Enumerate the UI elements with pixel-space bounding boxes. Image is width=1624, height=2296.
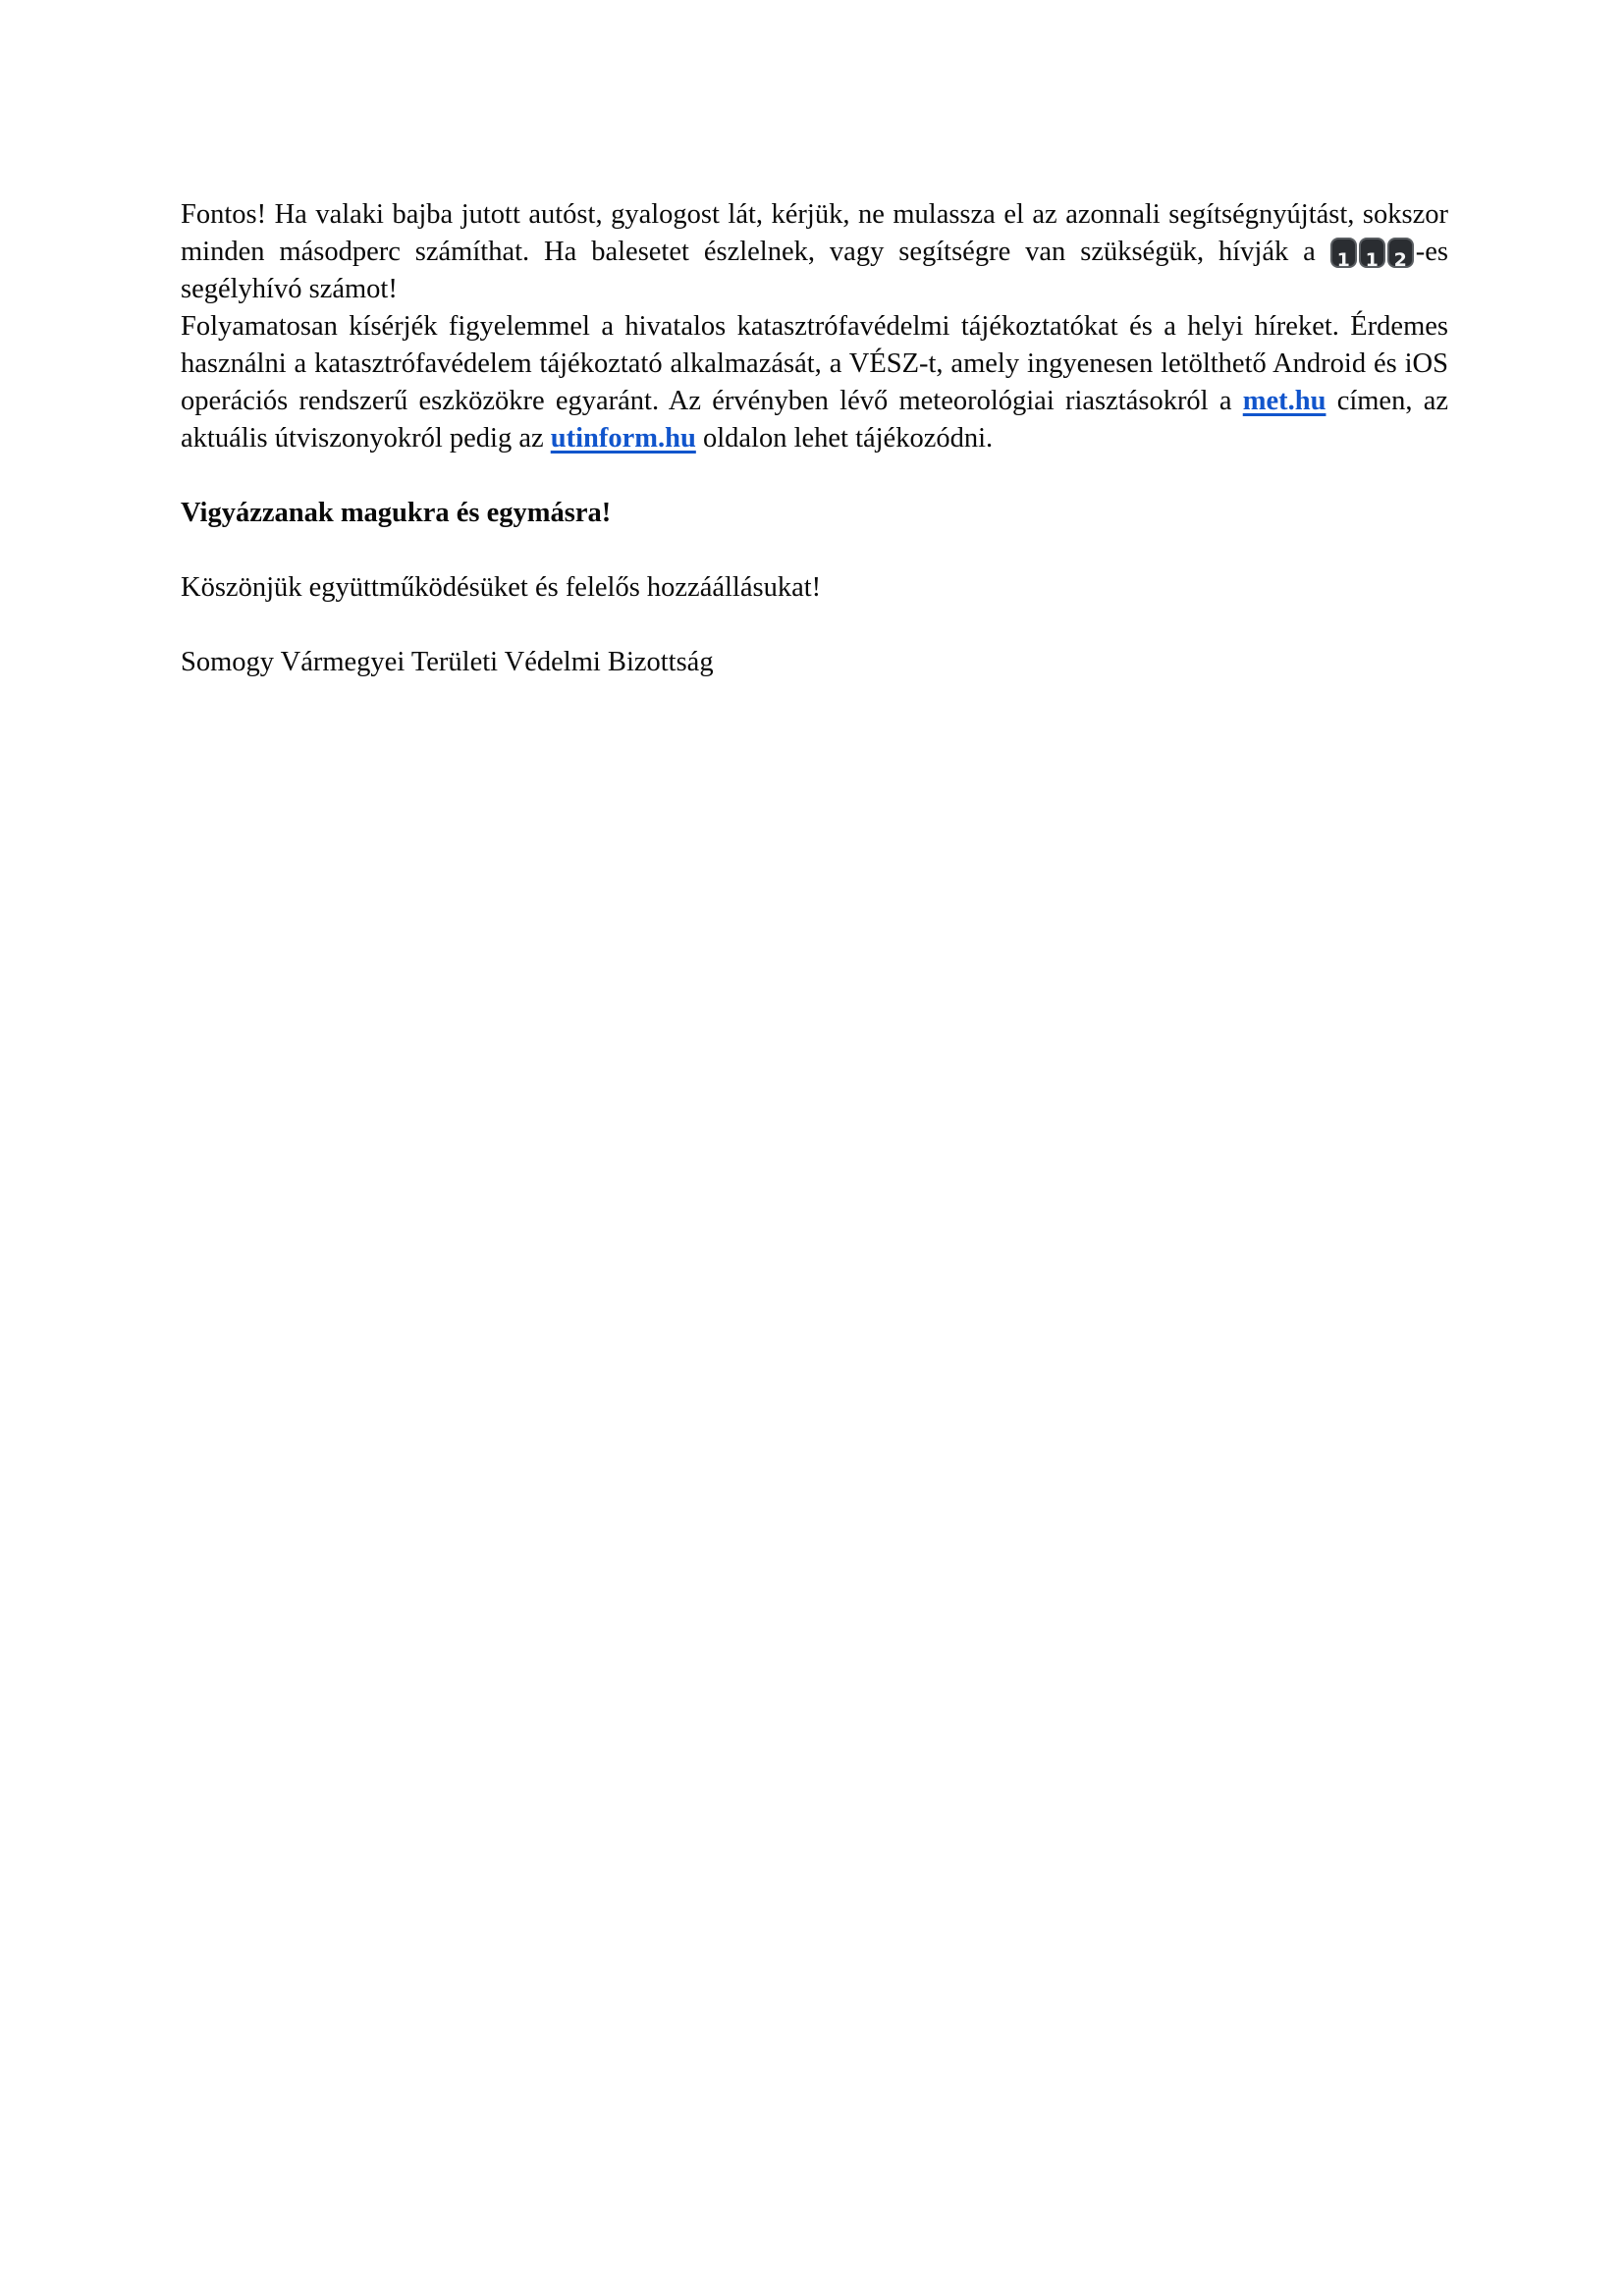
paragraph-emergency-text-after: -es segélyhívó számot!: [181, 237, 1448, 304]
blank-line-1: [181, 457, 1448, 495]
paragraph-info-text-1: Folyamatosan kísérjék figyelemmel a hivatalos katasztrófavédelmi tájékoztatókat és a helyi híreket. Érdemes használni a katasztrófavédelem tájékoztató alkalmazását, a VÉSZ-t, amely ingyenesen letölthető Android és iOS operációs rendszerű eszközökre egyaránt. Az érvényben lévő meteorológiai riasztásokról a: [181, 311, 1448, 416]
link-met-hu[interactable]: met.hu: [1242, 386, 1326, 416]
keycap-digit-2-icon: [1387, 238, 1414, 271]
keycap-digit-2-label: 2: [1393, 249, 1407, 271]
keycap-digit-1-label: 1: [1336, 249, 1350, 271]
link-utinform-hu[interactable]: utinform.hu: [550, 423, 696, 454]
document-content: [181, 196, 1448, 681]
keycap-digit-1b-icon: [1359, 238, 1385, 271]
thanks-line: Köszönjük együttműködésüket és felelős hozzáállásukat!: [181, 572, 822, 603]
blank-line-3: [181, 607, 1448, 644]
blank-line-2: [181, 532, 1448, 569]
paragraph-info-text-2: címen, az aktuális útviszonyokról pedig az: [181, 386, 1448, 454]
warning-bold-line: Vigyázzanak magukra és egymásra!: [181, 498, 612, 528]
signature-line: Somogy Vármegyei Területi Védelmi Bizottság: [181, 647, 714, 677]
paragraph-emergency-text-before: Fontos! Ha valaki bajba jutott autóst, gyalogost lát, kérjük, ne mulassza el az azonnali segítségnyújtást, sokszor minden másodperc számíthat. Ha balesetet észlelnek, vagy segítségre van szükségük, hívják a: [181, 199, 1448, 267]
paragraph-information-sources: [181, 308, 1448, 457]
paragraph-info-text-3: oldalon lehet tájékozódni.: [695, 423, 994, 454]
paragraph-emergency-call: [181, 196, 1448, 308]
keycap-digit-1b-label: 1: [1365, 249, 1379, 271]
keycap-digit-1-icon: [1330, 238, 1357, 271]
